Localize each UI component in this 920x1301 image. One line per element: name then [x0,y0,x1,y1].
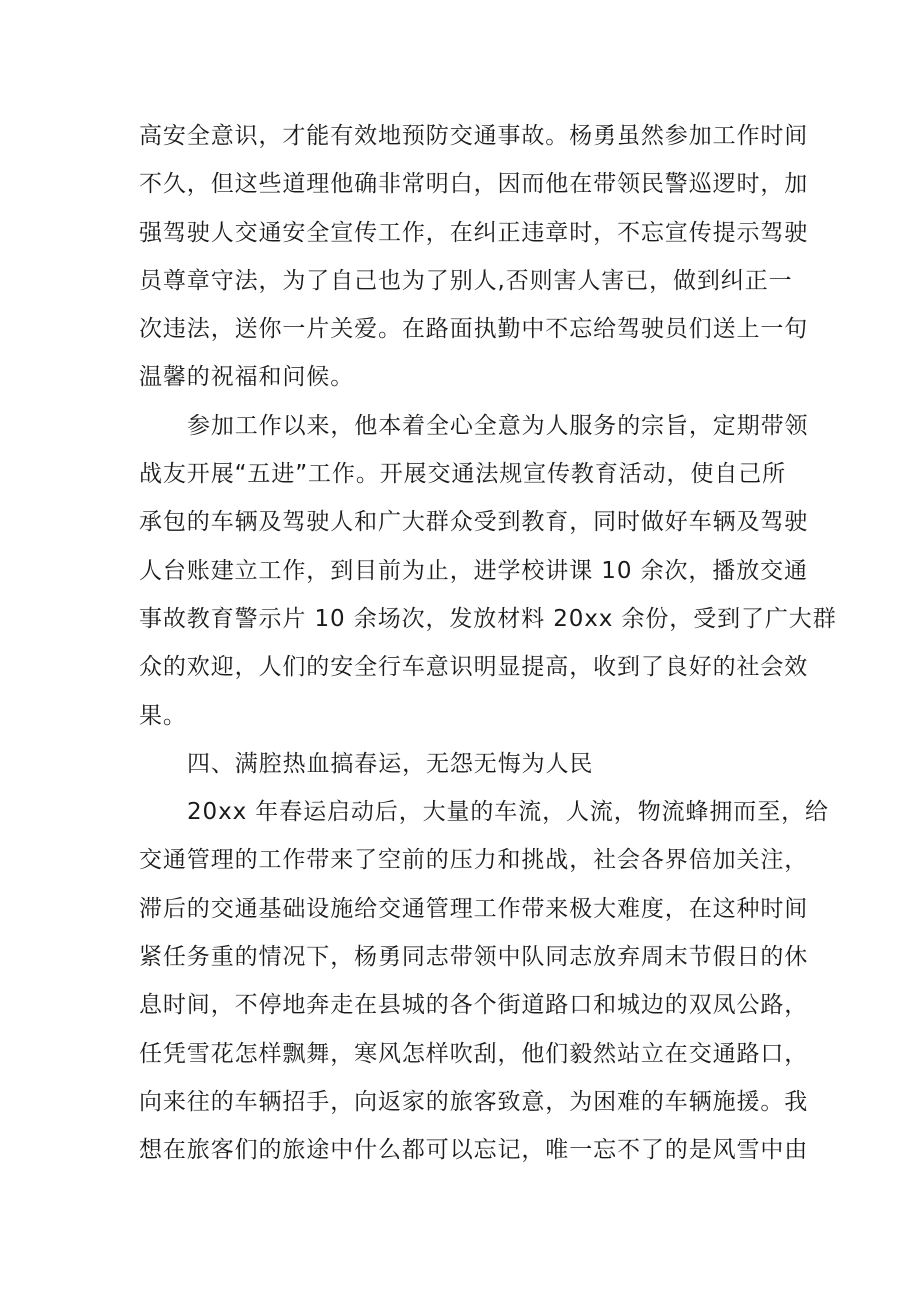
text-line: 温馨的祝福和问候。 [139,364,355,391]
text-line: 参加工作以来，他本着全心全意为人服务的宗旨，定期带领 [187,412,809,439]
text-line: 息时间，不停地奔走在县城的各个街道路口和城边的双凤公路， [139,992,809,1019]
text-line: 强驾驶人交通安全宣传工作，在纠正违章时，不忘宣传提示驾驶 [139,219,809,246]
section-heading [139,740,789,788]
paragraph-3 [139,788,829,1174]
text-line: 众的欢迎，人们的安全行车意识明显提高，收到了良好的社会效 [139,654,809,681]
text-line: 战友开展“五进”工作。开展交通法规宣传教育活动，使自己所 [139,461,787,488]
text-line: 员尊章守法，为了自己也为了别人,否则害人害已，做到纠正一 [139,267,793,294]
paragraph-2 [139,402,837,740]
text-line: 次违法，送你一片关爱。在路面执勤中不忘给驾驶员们送上一句 [139,316,809,343]
text-line: 20xx 年春运启动后，大量的车流，人流，物流蜂拥而至，给 [187,799,829,826]
text-line: 紧任务重的情况下，杨勇同志带领中队同志放弃周末节假日的休 [139,944,809,971]
text-line: 承包的车辆及驾驶人和广大群众受到教育，同时做好车辆及驾驶 [139,509,809,536]
text-line: 高安全意识，才能有效地预防交通事故。杨勇虽然参加工作时间 [139,123,809,149]
section-heading-text: 四、满腔热血搞春运，无怨无悔为人民 [187,750,594,777]
text-line: 不久，但这些道理他确非常明白，因而他在带领民警巡逻时，加 [139,171,809,198]
text-line: 任凭雪花怎样飘舞，寒风怎样吹刮，他们毅然站立在交通路口， [139,1040,809,1067]
text-line: 果。 [139,702,187,729]
text-line: 滞后的交通基础设施给交通管理工作带来极大难度，在这种时间 [139,895,809,922]
text-line: 交通管理的工作带来了空前的压力和挑战，社会各界倍加关注， [139,847,809,874]
text-line: 想在旅客们的旅途中什么都可以忘记，唯一忘不了的是风雪中由 [139,1137,809,1164]
text-line: 向来往的车辆招手，向返家的旅客致意，为困难的车辆施援。我 [139,1088,809,1115]
text-line: 人台账建立工作，到目前为止，进学校讲课 10 余次，播放交通 [139,557,808,584]
document-body [139,112,837,1175]
paragraph-1 [139,112,809,402]
text-line: 事故教育警示片 10 余场次，发放材料 20xx 余份，受到了广大群 [139,605,837,632]
